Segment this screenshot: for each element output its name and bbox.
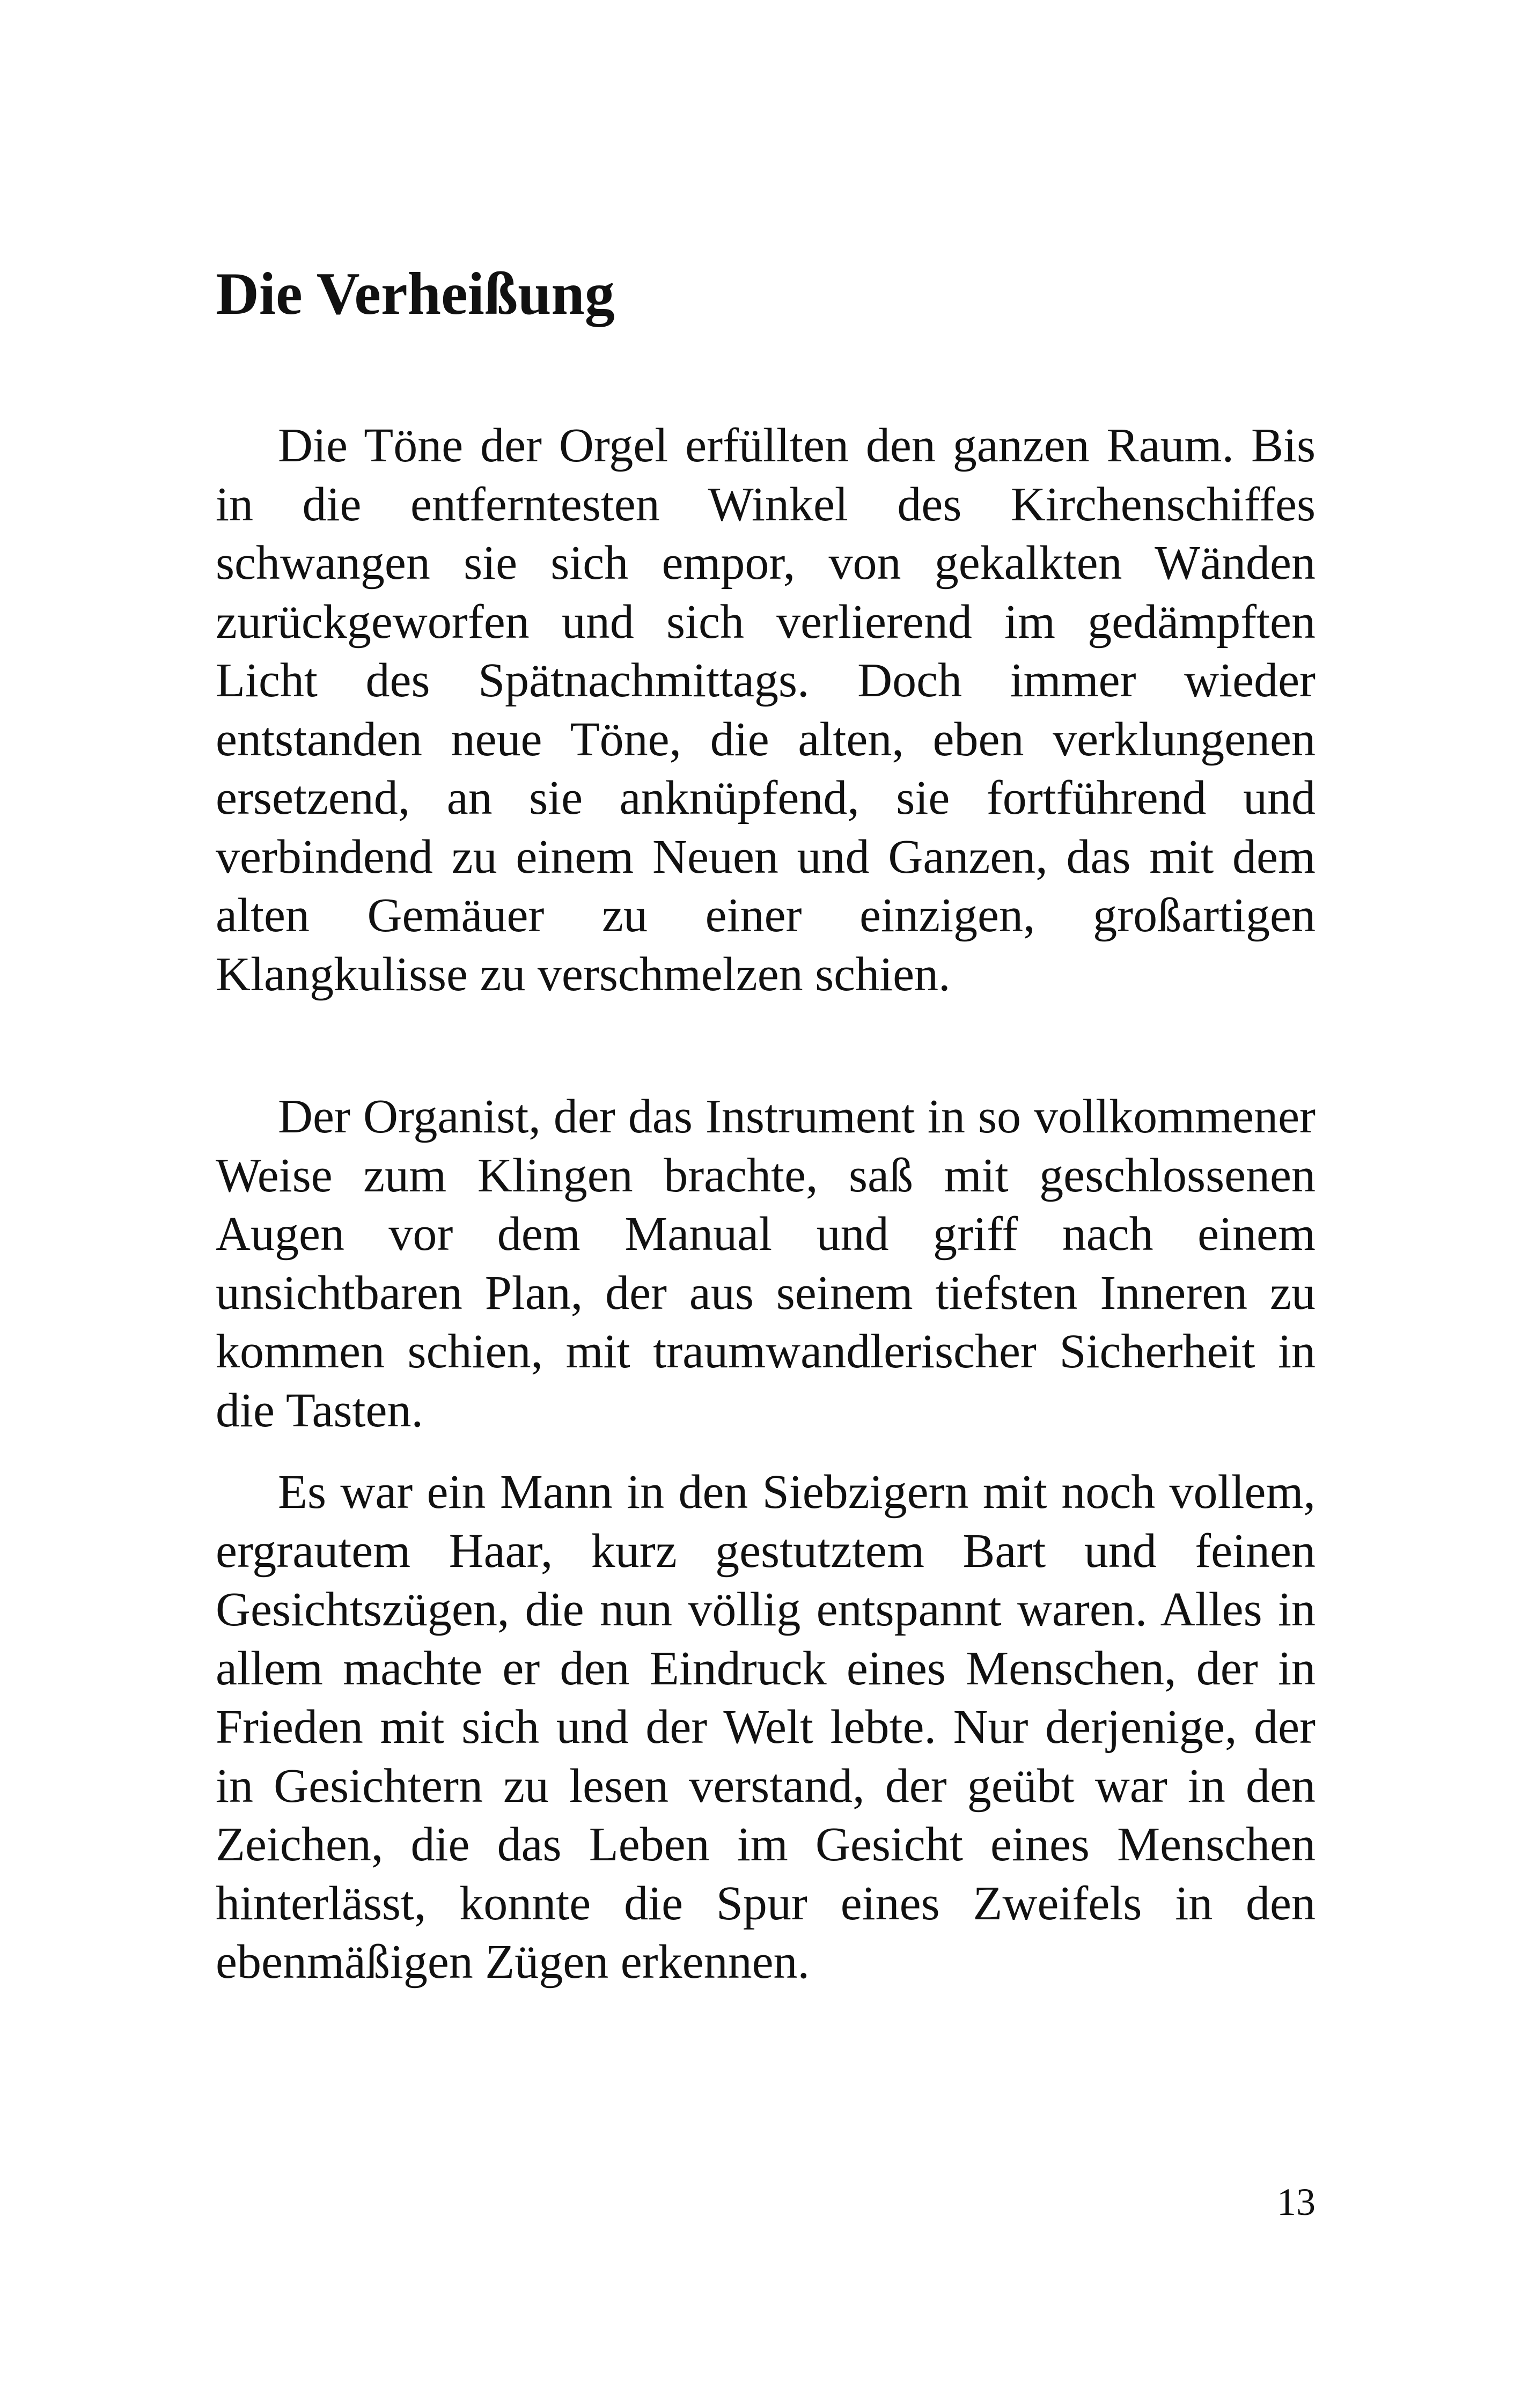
body-paragraph-1: Die Töne der Orgel erfüllten den ganzen Raum. Bis in die entferntesten Winkel des Kirchenschiffes schwangen sie sich empor, von gekalkten Wänden zurückgeworfen und sich verlierend im gedämpften Licht des Spätnachmittags. Doch immer wieder entstanden neue Töne, die alten, eben verklungenen ersetzend, an sie anknüpfend, sie fortführend und verbindend zu einem Neuen und Ganzen, das mit dem alten Gemäuer zu einer einzigen, großartigen Klangkulisse zu verschmelzen schien.	[216, 419, 1316, 1001]
page-number: 13	[1277, 2181, 1316, 2223]
chapter-title: Die Verheißung	[216, 261, 615, 327]
body-paragraph-2: Der Organist, der das Instrument in so vollkommener Weise zum Klingen brachte, saß mit geschlossenen Augen vor dem Manual und griff nach einem unsichtbaren Plan, der aus seinem tiefsten Inneren zu kommen schien, mit traumwandlerischer Sicherheit in die Tasten.	[216, 1090, 1316, 1437]
body-paragraph-3: Es war ein Mann in den Siebzigern mit noch vollem, ergrautem Haar, kurz gestutztem Bart und feinen Gesichtszügen, die nun völlig entspannt waren. Alles in allem machte er den Eindruck eines Menschen, der in Frieden mit sich und der Welt lebte. Nur derjenige, der in Gesichtern zu lesen verstand, der geübt war in den Zeichen, die das Leben im Gesicht eines Menschen hinterlässt, konnte die Spur eines Zweifels in den ebenmäßigen Zügen erkennen.	[216, 1466, 1316, 1989]
